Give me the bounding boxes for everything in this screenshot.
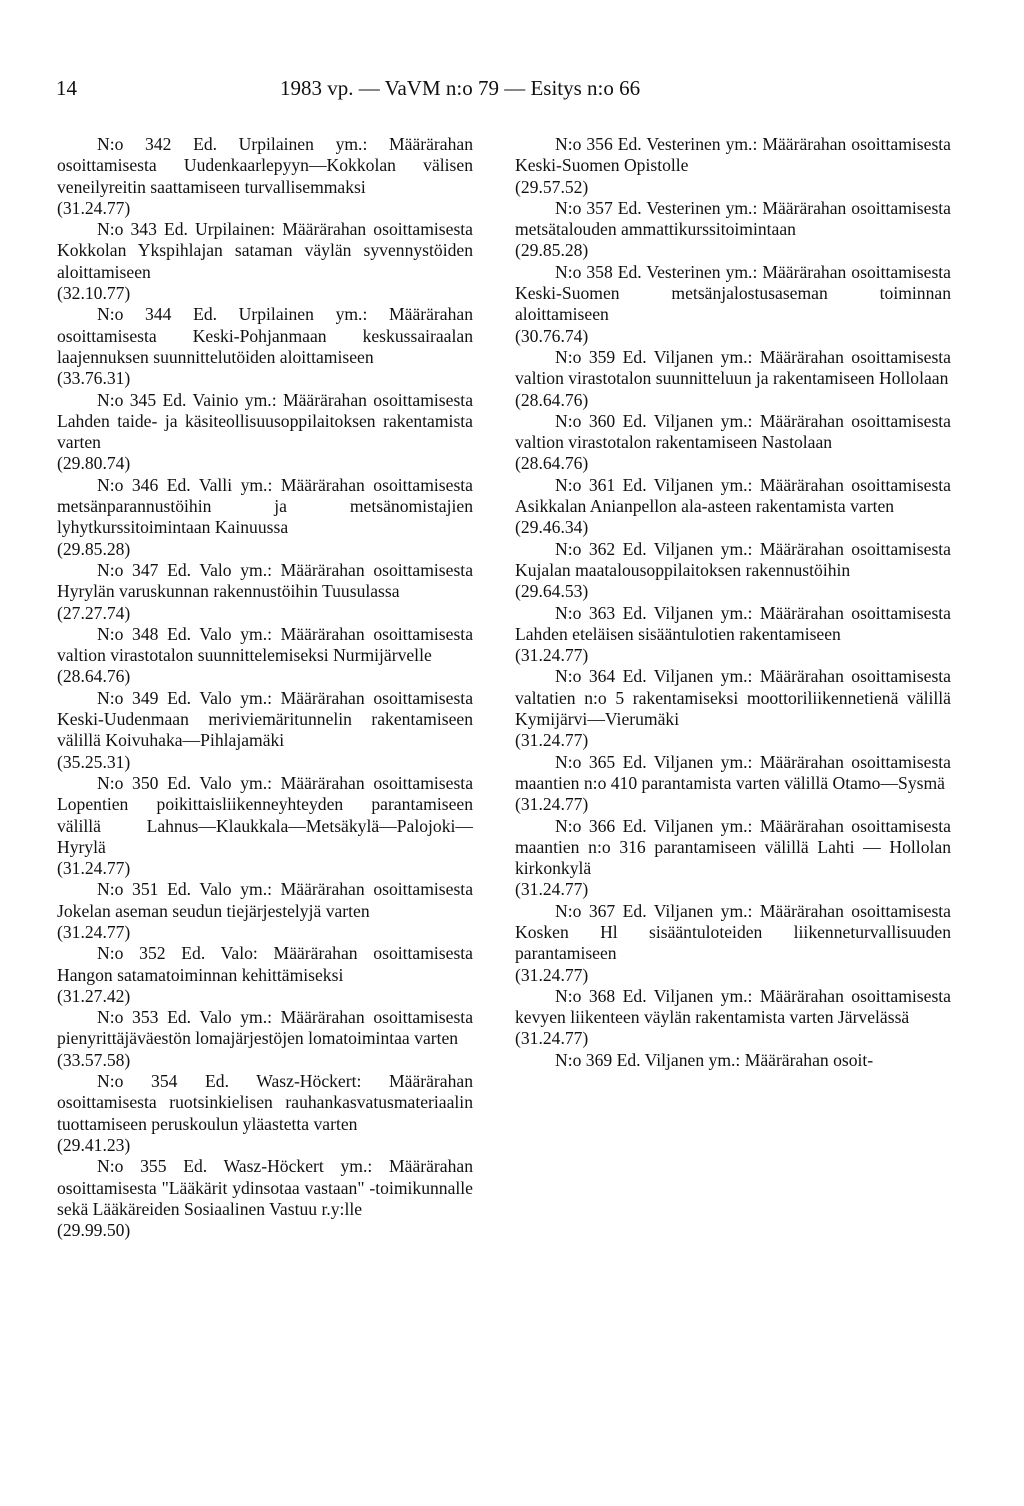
budget-reference: (31.24.77) [515, 964, 589, 985]
motion-entry: N:o 363 Ed. Viljanen ym.: Määrärahan osoittamisesta Lahden eteläisen sisääntulotien rakentamiseen [515, 602, 951, 644]
budget-reference: (29.80.74) [57, 453, 131, 474]
budget-reference: (31.24.77) [515, 1028, 589, 1049]
budget-reference: (31.24.77) [515, 645, 589, 666]
right-column [515, 134, 951, 1071]
budget-reference: (29.85.28) [515, 240, 589, 261]
budget-reference: (28.64.76) [515, 453, 589, 474]
budget-reference: (31.24.77) [57, 858, 131, 879]
budget-reference: (33.76.31) [57, 368, 131, 389]
motion-entry: N:o 362 Ed. Viljanen ym.: Määrärahan osoittamisesta Kujalan maatalousoppilaitoksen rakennustöihin [515, 538, 951, 580]
budget-reference: (31.24.77) [57, 197, 131, 218]
motion-entry: N:o 350 Ed. Valo ym.: Määrärahan osoittamisesta Lopentien poikittaisliikenneyhteyden parantamiseen välillä Lahnus—Klaukkala—Metsäkylä—Palojoki—Hyrylä [57, 772, 473, 857]
motion-entry: N:o 365 Ed. Viljanen ym.: Määrärahan osoittamisesta maantien n:o 410 parantamista varten välillä Otamo—Sysmä [515, 751, 951, 793]
motion-entry: N:o 345 Ed. Vainio ym.: Määrärahan osoittamisesta Lahden taide- ja käsiteollisuusoppilaitoksen rakentamista varten [57, 389, 473, 453]
motion-entry: N:o 355 Ed. Wasz-Höckert ym.: Määrärahan osoittamisesta "Lääkärit ydinsotaa vastaan" -toimikunnalle sekä Lääkäreiden Sosiaalinen Vastuu r.y:lle [57, 1156, 473, 1219]
budget-reference: (29.46.34) [515, 517, 589, 538]
motion-entry: N:o 368 Ed. Viljanen ym.: Määrärahan osoittamisesta kevyen liikenteen väylän rakentamista varten Järvelässä [515, 985, 951, 1028]
motion-entry: N:o 357 Ed. Vesterinen ym.: Määrärahan osoittamisesta metsätalouden ammattikurssitoimintaan [515, 197, 951, 240]
motion-entry: N:o 361 Ed. Viljanen ym.: Määrärahan osoittamisesta Asikkalan Anianpellon ala-asteen rakentamista varten [515, 474, 951, 517]
budget-reference: (31.24.77) [57, 921, 131, 942]
motion-entry: N:o 369 Ed. Viljanen ym.: Määrärahan osoit- [555, 1049, 874, 1070]
budget-reference: (29.99.50) [57, 1220, 131, 1241]
motion-entry: N:o 351 Ed. Valo ym.: Määrärahan osoittamisesta Jokelan aseman seudun tiejärjestelyjä varten [57, 879, 473, 921]
motion-entry: N:o 353 Ed. Valo ym.: Määrärahan osoittamisesta pienyrittäjäväestön lomajärjestöjen lomatoimintaa varten [57, 1007, 473, 1049]
motion-entry: N:o 366 Ed. Viljanen ym.: Määrärahan osoittamisesta maantien n:o 316 parantamiseen välillä Lahti — Hollolan kirkonkylä [515, 815, 951, 879]
budget-reference: (31.24.77) [515, 879, 589, 900]
budget-reference: (31.27.42) [57, 985, 131, 1006]
budget-reference: (29.57.52) [515, 176, 589, 197]
motion-entry: N:o 354 Ed. Wasz-Höckert: Määrärahan osoittamisesta ruotsinkielisen rauhankasvatusmateriaalin tuottamiseen peruskoulun yläastetta varten [57, 1071, 473, 1134]
motion-entry: N:o 358 Ed. Vesterinen ym.: Määrärahan osoittamisesta Keski-Suomen metsänjalostusaseman toiminnan aloittamiseen [515, 261, 951, 325]
budget-reference: (31.24.77) [515, 794, 589, 815]
motion-entry: N:o 342 Ed. Urpilainen ym.: Määrärahan osoittamisesta Uudenkaarlepyyn—Kokkolan välisen veneilyreitin saattamiseen turvallisemmaksi [57, 134, 473, 197]
budget-reference: (29.41.23) [57, 1134, 131, 1155]
budget-reference: (31.24.77) [515, 730, 589, 751]
motion-entry: N:o 352 Ed. Valo: Määrärahan osoittamisesta Hangon satamatoiminnan kehittämiseksi [57, 943, 473, 985]
budget-reference: (29.85.28) [57, 538, 131, 559]
motion-entry: N:o 360 Ed. Viljanen ym.: Määrärahan osoittamisesta valtion virastotalon rakentamiseen Nastolaan [515, 410, 951, 453]
page-header [56, 76, 986, 108]
motion-entry: N:o 344 Ed. Urpilainen ym.: Määrärahan osoittamisesta Keski-Pohjanmaan keskussairaalan laajennuksen suunnittelutöiden aloittamiseen [57, 304, 473, 367]
budget-reference: (33.57.58) [57, 1049, 131, 1070]
budget-reference: (28.64.76) [515, 389, 589, 410]
page-number: 14 [56, 76, 77, 100]
budget-reference: (28.64.76) [57, 666, 131, 687]
budget-reference: (30.76.74) [515, 325, 589, 346]
budget-reference: (35.25.31) [57, 751, 131, 772]
running-title: 1983 vp. — VaVM n:o 79 — Esitys n:o 66 [280, 76, 641, 100]
motion-entry: N:o 343 Ed. Urpilainen: Määrärahan osoittamisesta Kokkolan Ykspihlajan sataman väylän syvennystöiden aloittamiseen [57, 219, 473, 282]
motion-entry: N:o 346 Ed. Valli ym.: Määrärahan osoittamisesta metsänparannustöihin ja metsänomistajien lyhytkurssitoimintaan Kainuussa [57, 474, 473, 538]
motion-entry: N:o 356 Ed. Vesterinen ym.: Määrärahan osoittamisesta Keski-Suomen Opistolle [515, 134, 951, 176]
motion-entry: N:o 367 Ed. Viljanen ym.: Määrärahan osoittamisesta Kosken Hl sisääntuloteiden liikenneturvallisuuden parantamiseen [515, 900, 951, 964]
budget-reference: (32.10.77) [57, 283, 131, 304]
motion-entry: N:o 349 Ed. Valo ym.: Määrärahan osoittamisesta Keski-Uudenmaan meriviemäritunnelin rakentamiseen välillä Koivuhaka—Pihlajamäki [57, 687, 473, 751]
motion-entry: N:o 348 Ed. Valo ym.: Määrärahan osoittamisesta valtion virastotalon suunnittelemiseksi Nurmijärvelle [57, 623, 473, 666]
motion-entry: N:o 347 Ed. Valo ym.: Määrärahan osoittamisesta Hyrylän varuskunnan rakennustöihin Tuusulassa [57, 559, 473, 602]
left-column [57, 134, 473, 1241]
budget-reference: (27.27.74) [57, 602, 131, 623]
motion-entry: N:o 359 Ed. Viljanen ym.: Määrärahan osoittamisesta valtion virastotalon suunnitteluun ja rakentamiseen Hollolaan [515, 346, 951, 389]
budget-reference: (29.64.53) [515, 581, 589, 602]
motion-entry: N:o 364 Ed. Viljanen ym.: Määrärahan osoittamisesta valtatien n:o 5 rakentamiseksi moottoriliikennetienä välillä Kymijärvi—Vierumäki [515, 666, 951, 730]
